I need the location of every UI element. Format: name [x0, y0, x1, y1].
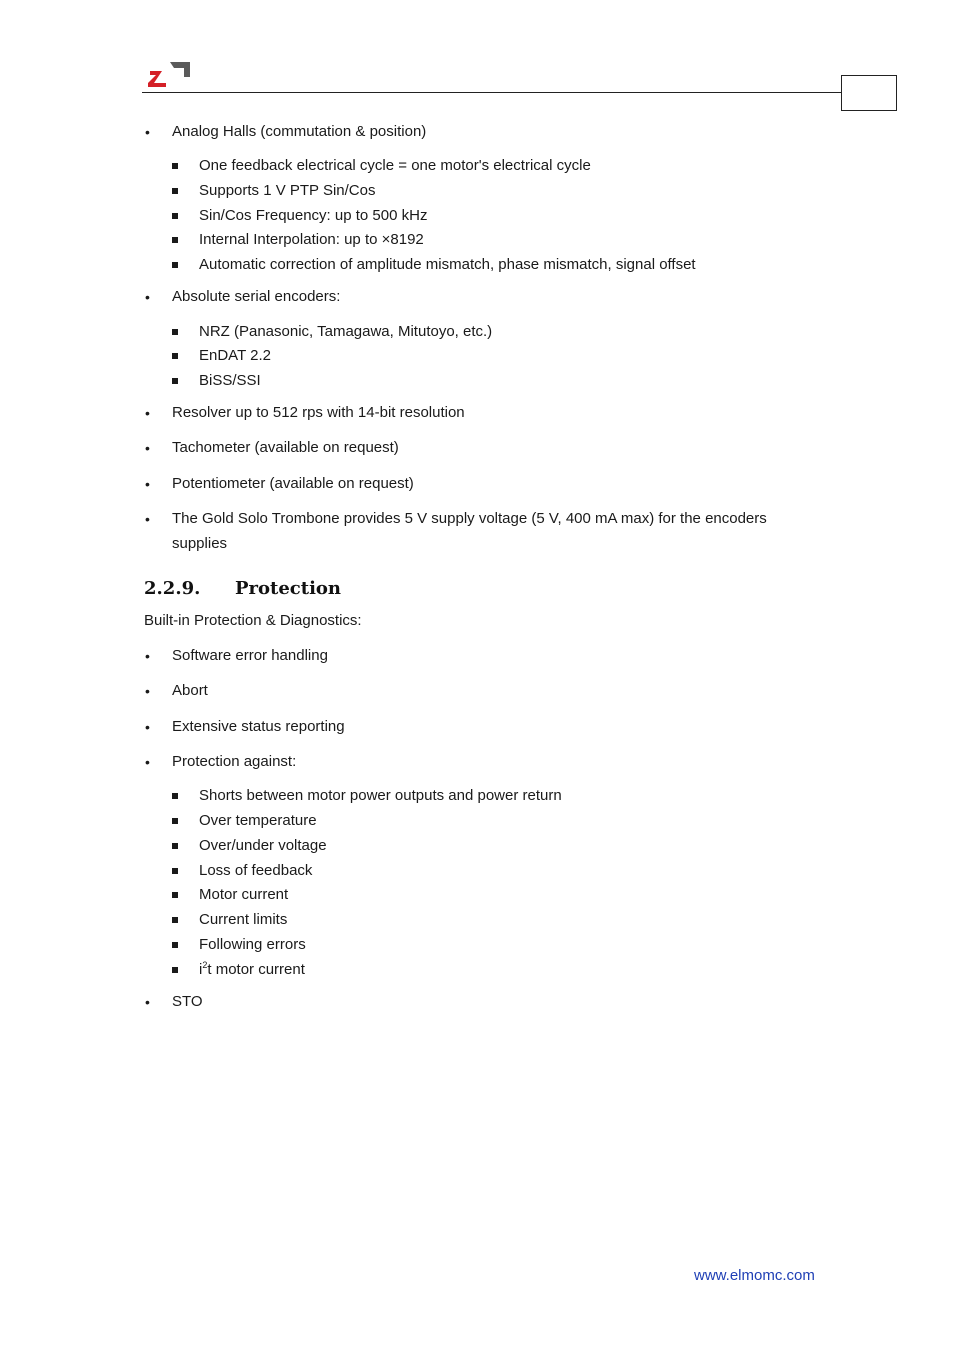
bullet-icon: • [145, 754, 150, 770]
list-item: Protection against: [172, 753, 297, 770]
square-bullet-icon [172, 942, 178, 948]
section-intro: Built-in Protection & Diagnostics: [144, 612, 362, 629]
header-rule [142, 92, 842, 93]
bullet-icon: • [145, 648, 150, 664]
square-bullet-icon [172, 188, 178, 194]
bullet-icon: • [145, 124, 150, 140]
sub-list-item: NRZ (Panasonic, Tamagawa, Mitutoyo, etc.) [199, 323, 493, 340]
sub-list-item: Over temperature [199, 812, 317, 829]
bullet-icon: • [145, 440, 150, 456]
square-bullet-icon [172, 237, 178, 243]
sub-list-item: Internal Interpolation: up to ×8192 [199, 231, 424, 248]
square-bullet-icon [172, 353, 178, 359]
bullet-icon: • [145, 719, 150, 735]
list-item: Resolver up to 512 rps with 14-bit resolution [172, 404, 465, 421]
square-bullet-icon [172, 329, 178, 335]
section-number: 2.2.9. [144, 578, 201, 599]
sub-list-item: One feedback electrical cycle = one motor's electrical cycle [199, 157, 591, 174]
sub-list-item: Loss of feedback [199, 862, 313, 879]
page-number-box [841, 75, 897, 111]
square-bullet-icon [172, 793, 178, 799]
square-bullet-icon [172, 843, 178, 849]
footer-website-link[interactable]: www.elmomc.com [694, 1267, 815, 1284]
list-item: Potentiometer (available on request) [172, 475, 414, 492]
square-bullet-icon [172, 378, 178, 384]
square-bullet-icon [172, 262, 178, 268]
list-item: Extensive status reporting [172, 718, 345, 735]
sub-list-item: Sin/Cos Frequency: up to 500 kHz [199, 207, 428, 224]
i2t-suffix: t motor current [207, 961, 305, 978]
square-bullet-icon [172, 917, 178, 923]
sub-list-item: Automatic correction of amplitude mismatch, phase mismatch, signal offset [199, 256, 696, 273]
list-item: The Gold Solo Trombone provides 5 V supply voltage (5 V, 400 mA max) for the encoders [172, 510, 767, 527]
sub-list-item: Supports 1 V PTP Sin/Cos [199, 182, 376, 199]
sub-list-item: EnDAT 2.2 [199, 347, 271, 364]
bullet-icon: • [145, 289, 150, 305]
list-item-continuation: supplies [172, 535, 228, 552]
bullet-icon: • [145, 476, 150, 492]
list-item: Software error handling [172, 647, 328, 664]
square-bullet-icon [172, 967, 178, 973]
sub-list-item [199, 960, 305, 980]
list-item: Abort [172, 682, 208, 699]
sub-list-item: BiSS/SSI [199, 372, 261, 389]
list-item: Absolute serial encoders: [172, 288, 341, 305]
square-bullet-icon [172, 818, 178, 824]
bullet-icon: • [145, 405, 150, 421]
elmo-logo-icon [148, 59, 192, 88]
section-title: Protection [235, 578, 341, 599]
list-item: STO [172, 993, 203, 1010]
bullet-icon: • [145, 683, 150, 699]
sub-list-item: Motor current [199, 886, 289, 903]
square-bullet-icon [172, 892, 178, 898]
list-item: Analog Halls (commutation & position) [172, 123, 427, 140]
sub-list-item: Current limits [199, 911, 288, 928]
bullet-icon: • [145, 511, 150, 527]
i2t-prefix: i [199, 961, 203, 978]
square-bullet-icon [172, 213, 178, 219]
i2t-superscript: 2 [202, 960, 208, 970]
square-bullet-icon [172, 868, 178, 874]
section-heading [144, 578, 341, 599]
square-bullet-icon [172, 163, 178, 169]
sub-list-item: Following errors [199, 936, 306, 953]
list-item: Tachometer (available on request) [172, 439, 399, 456]
sub-list-item: Shorts between motor power outputs and power return [199, 787, 562, 804]
sub-list-item: Over/under voltage [199, 837, 327, 854]
bullet-icon: • [145, 994, 150, 1010]
